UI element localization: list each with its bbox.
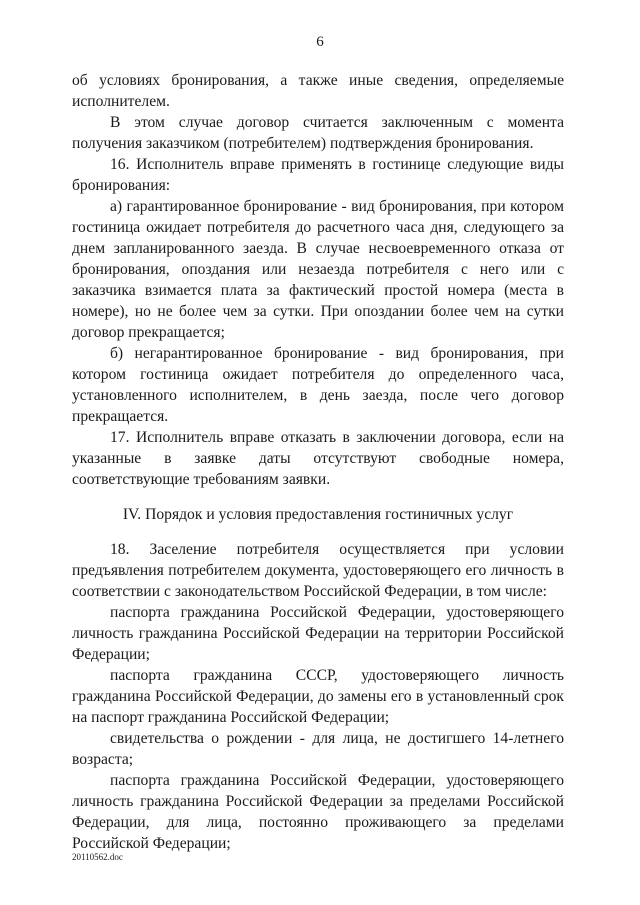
paragraph-6: 18. Заселение потребителя осуществляется при условии предъявления потребителем документа, удостоверяющего его личность в соответствии с законодательством Российской Федерации, в том числе: xyxy=(72,541,564,600)
footer-document-code: 20110562.doc xyxy=(72,852,123,862)
page-number: 6 xyxy=(316,34,324,50)
paragraph-1: В этом случае договор считается заключенным с момента получения заказчиком (потребителем) подтверждения бронирования. xyxy=(72,114,564,152)
document-body xyxy=(72,70,564,854)
paragraph-10: паспорта гражданина Российской Федерации, удостоверяющего личность гражданина Российской Федерации за пределами Российской Федерации, для лица, постоянно проживающего за пределами Российской Федерации; xyxy=(72,772,564,852)
paragraph-7: паспорта гражданина Российской Федерации, удостоверяющего личность гражданина Российской Федерации на территории Российской Федерации; xyxy=(72,604,564,663)
section-heading: IV. Порядок и условия предоставления гостиничных услуг xyxy=(122,506,514,523)
paragraph-3: а) гарантированное бронирование - вид бронирования, при котором гостиница ожидает потребителя до расчетного часа дня, следующего за днем запланированного заезда. В случае несвоевременного отказа от бронирования, опоздания или незаезда потребителя с него или с заказчика взимается плата за фактический простой номера (места в номере), но не более чем за сутки. При опоздании более чем на сутки договор прекращается; xyxy=(72,198,564,341)
paragraph-5: 17. Исполнитель вправе отказать в заключении договора, если на указанные в заявке даты отсутствуют свободные номера, соответствующие требованиям заявки. xyxy=(72,429,564,488)
paragraph-4: б) негарантированное бронирование - вид бронирования, при котором гостиница ожидает потребителя до определенного часа, установленного исполнителем, в день заезда, после чего договор прекращается. xyxy=(72,345,564,425)
paragraph-9: свидетельства о рождении - для лица, не достигшего 14-летнего возраста; xyxy=(72,730,564,768)
paragraph-2: 16. Исполнитель вправе применять в гостинице следующие виды бронирования: xyxy=(72,156,564,194)
paragraph-8: паспорта гражданина СССР, удостоверяющего личность гражданина Российской Федерации, до замены его в установленный срок на паспорт гражданина Российской Федерации; xyxy=(72,667,564,726)
paragraph-0: об условиях бронирования, а также иные сведения, определяемые исполнителем. xyxy=(72,72,564,110)
